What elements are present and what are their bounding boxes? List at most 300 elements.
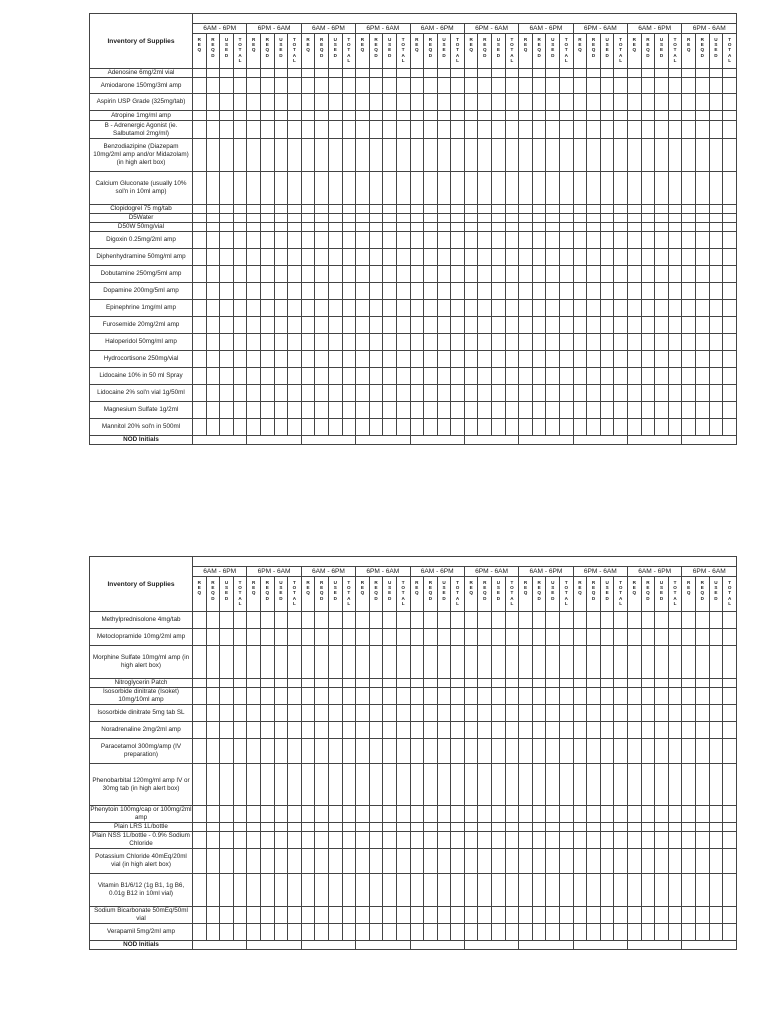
entry-cell[interactable] (560, 402, 574, 419)
entry-cell[interactable] (478, 419, 492, 436)
entry-cell[interactable] (519, 874, 533, 907)
entry-cell[interactable] (410, 764, 424, 806)
entry-cell[interactable] (260, 823, 274, 832)
entry-cell[interactable] (546, 646, 560, 679)
entry-cell[interactable] (614, 139, 628, 172)
entry-cell[interactable] (573, 351, 587, 368)
entry-cell[interactable] (546, 612, 560, 629)
entry-cell[interactable] (573, 722, 587, 739)
entry-cell[interactable] (546, 334, 560, 351)
entry-cell[interactable] (260, 849, 274, 874)
entry-cell[interactable] (206, 214, 220, 223)
entry-cell[interactable] (396, 722, 410, 739)
entry-cell[interactable] (233, 722, 247, 739)
entry-cell[interactable] (424, 69, 438, 78)
entry-cell[interactable] (532, 121, 546, 139)
entry-cell[interactable] (505, 874, 519, 907)
entry-cell[interactable] (356, 823, 370, 832)
nod-initials-cell[interactable] (301, 941, 355, 950)
entry-cell[interactable] (587, 924, 601, 941)
entry-cell[interactable] (614, 907, 628, 924)
entry-cell[interactable] (220, 764, 234, 806)
entry-cell[interactable] (587, 688, 601, 705)
entry-cell[interactable] (587, 402, 601, 419)
entry-cell[interactable] (614, 764, 628, 806)
entry-cell[interactable] (193, 351, 207, 368)
entry-cell[interactable] (383, 419, 397, 436)
entry-cell[interactable] (260, 232, 274, 249)
entry-cell[interactable] (464, 874, 478, 907)
entry-cell[interactable] (628, 907, 642, 924)
entry-cell[interactable] (315, 283, 329, 300)
entry-cell[interactable] (437, 402, 451, 419)
entry-cell[interactable] (424, 646, 438, 679)
entry-cell[interactable] (369, 283, 383, 300)
entry-cell[interactable] (464, 907, 478, 924)
entry-cell[interactable] (695, 679, 709, 688)
entry-cell[interactable] (709, 317, 723, 334)
entry-cell[interactable] (247, 351, 261, 368)
entry-cell[interactable] (247, 419, 261, 436)
entry-cell[interactable] (301, 402, 315, 419)
entry-cell[interactable] (342, 806, 356, 823)
entry-cell[interactable] (464, 679, 478, 688)
entry-cell[interactable] (505, 368, 519, 385)
entry-cell[interactable] (301, 172, 315, 205)
entry-cell[interactable] (532, 69, 546, 78)
entry-cell[interactable] (328, 688, 342, 705)
entry-cell[interactable] (532, 368, 546, 385)
entry-cell[interactable] (478, 139, 492, 172)
entry-cell[interactable] (274, 223, 288, 232)
entry-cell[interactable] (709, 205, 723, 214)
entry-cell[interactable] (641, 283, 655, 300)
entry-cell[interactable] (600, 629, 614, 646)
entry-cell[interactable] (628, 806, 642, 823)
entry-cell[interactable] (641, 368, 655, 385)
entry-cell[interactable] (342, 78, 356, 94)
entry-cell[interactable] (532, 722, 546, 739)
entry-cell[interactable] (505, 223, 519, 232)
entry-cell[interactable] (451, 223, 465, 232)
entry-cell[interactable] (695, 172, 709, 205)
entry-cell[interactable] (206, 402, 220, 419)
entry-cell[interactable] (628, 283, 642, 300)
entry-cell[interactable] (668, 722, 682, 739)
entry-cell[interactable] (682, 172, 696, 205)
entry-cell[interactable] (492, 223, 506, 232)
entry-cell[interactable] (709, 385, 723, 402)
entry-cell[interactable] (600, 419, 614, 436)
entry-cell[interactable] (396, 111, 410, 121)
entry-cell[interactable] (301, 223, 315, 232)
entry-cell[interactable] (560, 832, 574, 849)
entry-cell[interactable] (519, 402, 533, 419)
entry-cell[interactable] (628, 419, 642, 436)
entry-cell[interactable] (193, 402, 207, 419)
entry-cell[interactable] (600, 688, 614, 705)
entry-cell[interactable] (560, 283, 574, 300)
entry-cell[interactable] (655, 874, 669, 907)
entry-cell[interactable] (641, 849, 655, 874)
entry-cell[interactable] (288, 849, 302, 874)
entry-cell[interactable] (709, 214, 723, 223)
entry-cell[interactable] (437, 679, 451, 688)
entry-cell[interactable] (342, 232, 356, 249)
entry-cell[interactable] (546, 205, 560, 214)
entry-cell[interactable] (655, 705, 669, 722)
entry-cell[interactable] (519, 266, 533, 283)
entry-cell[interactable] (723, 874, 737, 907)
entry-cell[interactable] (573, 139, 587, 172)
entry-cell[interactable] (464, 849, 478, 874)
entry-cell[interactable] (233, 368, 247, 385)
entry-cell[interactable] (396, 385, 410, 402)
entry-cell[interactable] (424, 283, 438, 300)
entry-cell[interactable] (356, 334, 370, 351)
entry-cell[interactable] (573, 214, 587, 223)
entry-cell[interactable] (247, 368, 261, 385)
entry-cell[interactable] (546, 283, 560, 300)
entry-cell[interactable] (492, 300, 506, 317)
entry-cell[interactable] (220, 266, 234, 283)
entry-cell[interactable] (668, 823, 682, 832)
entry-cell[interactable] (437, 629, 451, 646)
entry-cell[interactable] (315, 612, 329, 629)
entry-cell[interactable] (532, 823, 546, 832)
entry-cell[interactable] (383, 849, 397, 874)
entry-cell[interactable] (220, 849, 234, 874)
entry-cell[interactable] (614, 646, 628, 679)
entry-cell[interactable] (519, 283, 533, 300)
entry-cell[interactable] (451, 832, 465, 849)
entry-cell[interactable] (628, 94, 642, 111)
entry-cell[interactable] (478, 646, 492, 679)
entry-cell[interactable] (424, 334, 438, 351)
entry-cell[interactable] (573, 317, 587, 334)
entry-cell[interactable] (315, 874, 329, 907)
entry-cell[interactable] (206, 317, 220, 334)
entry-cell[interactable] (723, 78, 737, 94)
entry-cell[interactable] (369, 823, 383, 832)
entry-cell[interactable] (628, 78, 642, 94)
entry-cell[interactable] (342, 385, 356, 402)
entry-cell[interactable] (233, 849, 247, 874)
entry-cell[interactable] (587, 249, 601, 266)
entry-cell[interactable] (573, 232, 587, 249)
entry-cell[interactable] (301, 629, 315, 646)
entry-cell[interactable] (655, 688, 669, 705)
entry-cell[interactable] (668, 385, 682, 402)
entry-cell[interactable] (369, 232, 383, 249)
entry-cell[interactable] (437, 300, 451, 317)
entry-cell[interactable] (274, 334, 288, 351)
entry-cell[interactable] (315, 69, 329, 78)
entry-cell[interactable] (233, 139, 247, 172)
entry-cell[interactable] (437, 849, 451, 874)
entry-cell[interactable] (573, 69, 587, 78)
entry-cell[interactable] (505, 924, 519, 941)
entry-cell[interactable] (560, 121, 574, 139)
entry-cell[interactable] (220, 832, 234, 849)
entry-cell[interactable] (641, 334, 655, 351)
entry-cell[interactable] (723, 266, 737, 283)
entry-cell[interactable] (546, 832, 560, 849)
entry-cell[interactable] (424, 385, 438, 402)
entry-cell[interactable] (682, 924, 696, 941)
entry-cell[interactable] (451, 317, 465, 334)
entry-cell[interactable] (220, 69, 234, 78)
entry-cell[interactable] (193, 121, 207, 139)
entry-cell[interactable] (233, 317, 247, 334)
entry-cell[interactable] (682, 121, 696, 139)
entry-cell[interactable] (437, 832, 451, 849)
entry-cell[interactable] (519, 679, 533, 688)
entry-cell[interactable] (641, 646, 655, 679)
entry-cell[interactable] (600, 172, 614, 205)
entry-cell[interactable] (274, 419, 288, 436)
entry-cell[interactable] (451, 249, 465, 266)
entry-cell[interactable] (655, 223, 669, 232)
entry-cell[interactable] (668, 111, 682, 121)
entry-cell[interactable] (396, 402, 410, 419)
entry-cell[interactable] (505, 823, 519, 832)
entry-cell[interactable] (628, 688, 642, 705)
entry-cell[interactable] (682, 249, 696, 266)
entry-cell[interactable] (519, 705, 533, 722)
entry-cell[interactable] (560, 249, 574, 266)
entry-cell[interactable] (723, 111, 737, 121)
entry-cell[interactable] (396, 646, 410, 679)
entry-cell[interactable] (369, 907, 383, 924)
entry-cell[interactable] (315, 385, 329, 402)
entry-cell[interactable] (668, 223, 682, 232)
entry-cell[interactable] (505, 806, 519, 823)
entry-cell[interactable] (668, 688, 682, 705)
entry-cell[interactable] (587, 351, 601, 368)
entry-cell[interactable] (220, 924, 234, 941)
entry-cell[interactable] (424, 679, 438, 688)
entry-cell[interactable] (546, 419, 560, 436)
entry-cell[interactable] (410, 402, 424, 419)
entry-cell[interactable] (233, 629, 247, 646)
entry-cell[interactable] (315, 111, 329, 121)
entry-cell[interactable] (274, 688, 288, 705)
entry-cell[interactable] (641, 385, 655, 402)
entry-cell[interactable] (233, 121, 247, 139)
entry-cell[interactable] (220, 283, 234, 300)
entry-cell[interactable] (383, 612, 397, 629)
entry-cell[interactable] (193, 419, 207, 436)
entry-cell[interactable] (628, 121, 642, 139)
entry-cell[interactable] (424, 612, 438, 629)
entry-cell[interactable] (573, 806, 587, 823)
entry-cell[interactable] (695, 832, 709, 849)
entry-cell[interactable] (628, 223, 642, 232)
entry-cell[interactable] (328, 612, 342, 629)
entry-cell[interactable] (682, 69, 696, 78)
entry-cell[interactable] (709, 283, 723, 300)
entry-cell[interactable] (301, 78, 315, 94)
entry-cell[interactable] (220, 121, 234, 139)
entry-cell[interactable] (274, 806, 288, 823)
entry-cell[interactable] (288, 283, 302, 300)
entry-cell[interactable] (560, 368, 574, 385)
entry-cell[interactable] (695, 334, 709, 351)
entry-cell[interactable] (342, 94, 356, 111)
entry-cell[interactable] (451, 232, 465, 249)
entry-cell[interactable] (274, 722, 288, 739)
entry-cell[interactable] (478, 612, 492, 629)
entry-cell[interactable] (410, 214, 424, 223)
entry-cell[interactable] (492, 351, 506, 368)
entry-cell[interactable] (655, 679, 669, 688)
entry-cell[interactable] (206, 283, 220, 300)
entry-cell[interactable] (573, 612, 587, 629)
entry-cell[interactable] (410, 646, 424, 679)
entry-cell[interactable] (614, 69, 628, 78)
entry-cell[interactable] (369, 111, 383, 121)
entry-cell[interactable] (410, 334, 424, 351)
entry-cell[interactable] (532, 688, 546, 705)
entry-cell[interactable] (682, 646, 696, 679)
entry-cell[interactable] (424, 232, 438, 249)
entry-cell[interactable] (315, 334, 329, 351)
entry-cell[interactable] (464, 351, 478, 368)
entry-cell[interactable] (288, 823, 302, 832)
entry-cell[interactable] (532, 78, 546, 94)
entry-cell[interactable] (600, 907, 614, 924)
entry-cell[interactable] (328, 679, 342, 688)
entry-cell[interactable] (328, 368, 342, 385)
entry-cell[interactable] (682, 139, 696, 172)
entry-cell[interactable] (369, 874, 383, 907)
entry-cell[interactable] (464, 139, 478, 172)
entry-cell[interactable] (546, 806, 560, 823)
entry-cell[interactable] (478, 924, 492, 941)
entry-cell[interactable] (220, 368, 234, 385)
entry-cell[interactable] (709, 334, 723, 351)
entry-cell[interactable] (668, 78, 682, 94)
entry-cell[interactable] (560, 705, 574, 722)
entry-cell[interactable] (723, 69, 737, 78)
entry-cell[interactable] (587, 111, 601, 121)
entry-cell[interactable] (478, 832, 492, 849)
entry-cell[interactable] (328, 907, 342, 924)
entry-cell[interactable] (682, 283, 696, 300)
entry-cell[interactable] (260, 78, 274, 94)
entry-cell[interactable] (682, 688, 696, 705)
entry-cell[interactable] (315, 764, 329, 806)
entry-cell[interactable] (396, 172, 410, 205)
entry-cell[interactable] (614, 419, 628, 436)
entry-cell[interactable] (546, 111, 560, 121)
entry-cell[interactable] (369, 629, 383, 646)
nod-initials-cell[interactable] (356, 941, 410, 950)
entry-cell[interactable] (451, 139, 465, 172)
entry-cell[interactable] (682, 629, 696, 646)
entry-cell[interactable] (342, 739, 356, 764)
entry-cell[interactable] (383, 832, 397, 849)
entry-cell[interactable] (451, 172, 465, 205)
entry-cell[interactable] (695, 806, 709, 823)
entry-cell[interactable] (193, 334, 207, 351)
entry-cell[interactable] (709, 78, 723, 94)
entry-cell[interactable] (546, 139, 560, 172)
entry-cell[interactable] (655, 924, 669, 941)
entry-cell[interactable] (641, 629, 655, 646)
entry-cell[interactable] (532, 172, 546, 205)
entry-cell[interactable] (328, 69, 342, 78)
entry-cell[interactable] (492, 69, 506, 78)
entry-cell[interactable] (641, 214, 655, 223)
entry-cell[interactable] (532, 94, 546, 111)
entry-cell[interactable] (560, 646, 574, 679)
entry-cell[interactable] (505, 334, 519, 351)
entry-cell[interactable] (668, 402, 682, 419)
entry-cell[interactable] (587, 172, 601, 205)
entry-cell[interactable] (478, 806, 492, 823)
entry-cell[interactable] (410, 368, 424, 385)
entry-cell[interactable] (600, 739, 614, 764)
entry-cell[interactable] (260, 205, 274, 214)
entry-cell[interactable] (315, 368, 329, 385)
entry-cell[interactable] (193, 832, 207, 849)
entry-cell[interactable] (546, 764, 560, 806)
entry-cell[interactable] (519, 205, 533, 214)
entry-cell[interactable] (628, 69, 642, 78)
entry-cell[interactable] (274, 385, 288, 402)
entry-cell[interactable] (220, 739, 234, 764)
entry-cell[interactable] (600, 205, 614, 214)
entry-cell[interactable] (206, 223, 220, 232)
entry-cell[interactable] (328, 705, 342, 722)
entry-cell[interactable] (546, 69, 560, 78)
entry-cell[interactable] (424, 419, 438, 436)
entry-cell[interactable] (614, 368, 628, 385)
entry-cell[interactable] (709, 646, 723, 679)
entry-cell[interactable] (505, 283, 519, 300)
entry-cell[interactable] (709, 629, 723, 646)
entry-cell[interactable] (560, 688, 574, 705)
entry-cell[interactable] (233, 94, 247, 111)
entry-cell[interactable] (695, 849, 709, 874)
entry-cell[interactable] (641, 111, 655, 121)
entry-cell[interactable] (532, 849, 546, 874)
entry-cell[interactable] (695, 722, 709, 739)
entry-cell[interactable] (682, 78, 696, 94)
entry-cell[interactable] (723, 402, 737, 419)
entry-cell[interactable] (668, 764, 682, 806)
entry-cell[interactable] (695, 94, 709, 111)
entry-cell[interactable] (655, 214, 669, 223)
entry-cell[interactable] (451, 300, 465, 317)
entry-cell[interactable] (560, 266, 574, 283)
entry-cell[interactable] (301, 111, 315, 121)
entry-cell[interactable] (723, 612, 737, 629)
entry-cell[interactable] (396, 69, 410, 78)
entry-cell[interactable] (573, 402, 587, 419)
entry-cell[interactable] (437, 806, 451, 823)
entry-cell[interactable] (383, 679, 397, 688)
entry-cell[interactable] (723, 823, 737, 832)
entry-cell[interactable] (206, 368, 220, 385)
entry-cell[interactable] (519, 385, 533, 402)
entry-cell[interactable] (288, 385, 302, 402)
entry-cell[interactable] (505, 832, 519, 849)
entry-cell[interactable] (519, 419, 533, 436)
entry-cell[interactable] (614, 806, 628, 823)
